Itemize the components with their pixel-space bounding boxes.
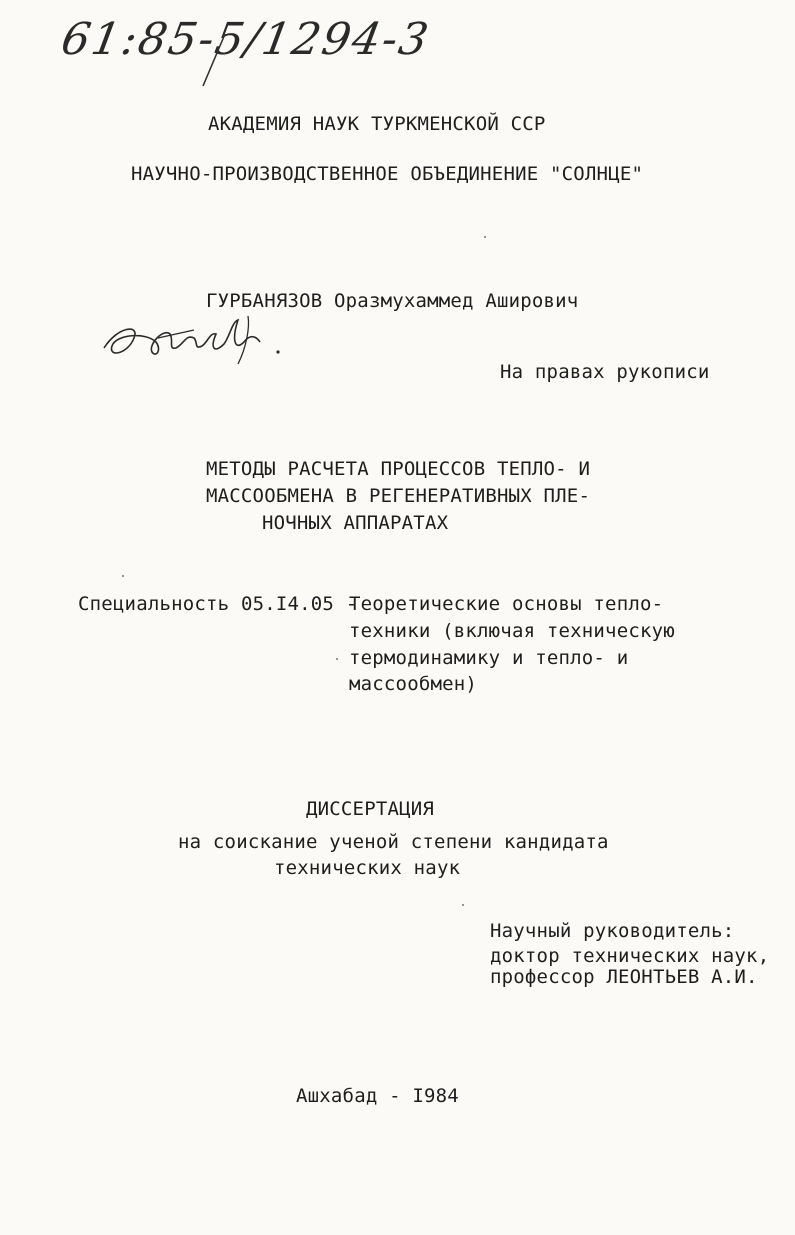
dissertation-heading: ДИССЕРТАЦИЯ bbox=[306, 798, 435, 820]
supervisor-line-2: доктор технических наук, bbox=[490, 945, 770, 967]
paper-speck bbox=[122, 575, 124, 577]
place-year: Ашхабад - I984 bbox=[296, 1085, 459, 1107]
organization-heading: НАУЧНО-ПРОИЗВОДСТВЕННОЕ ОБЪЕДИНЕНИЕ "СОЛНЦЕ" bbox=[131, 163, 644, 185]
title-line-1: МЕТОДЫ РАСЧЕТА ПРОЦЕССОВ ТЕПЛО- И bbox=[206, 458, 591, 480]
specialty-line-4: массообмен) bbox=[349, 673, 478, 695]
academy-heading: АКАДЕМИЯ НАУК ТУРКМЕНСКОЙ ССР bbox=[208, 113, 546, 135]
catalog-slash-mark bbox=[195, 30, 235, 90]
supervisor-line-1: Научный руководитель: bbox=[490, 920, 735, 942]
author-signature bbox=[98, 308, 288, 370]
paper-speck bbox=[336, 658, 338, 660]
author-name: ГУРБАНЯЗОВ Оразмухаммед Аширович bbox=[206, 290, 579, 312]
specialty-line-3: термодинамику и тепло- и bbox=[349, 647, 629, 669]
specialty-label: Специальность 05.I4.05 - bbox=[78, 593, 358, 615]
rights-note: На правах рукописи bbox=[500, 361, 710, 383]
specialty-line-2: техники (включая техническую bbox=[349, 620, 675, 642]
paper-speck bbox=[462, 904, 464, 906]
title-line-3: НОЧНЫХ АППАРАТАХ bbox=[262, 512, 449, 534]
supervisor-line-3: профессор ЛЕОНТЬЕВ А.И. bbox=[490, 966, 758, 988]
title-line-2: МАССООБМЕНА В РЕГЕНЕРАТИВНЫХ ПЛЕ- bbox=[206, 485, 591, 507]
handwritten-catalog-number: 61:85-5/1294-3 bbox=[57, 14, 434, 65]
specialty-line-1: Теоретические основы тепло- bbox=[349, 593, 664, 615]
paper-speck bbox=[484, 236, 486, 238]
degree-line-1: на соискание ученой степени кандидата bbox=[178, 831, 609, 853]
degree-line-2: технических наук bbox=[274, 857, 461, 879]
